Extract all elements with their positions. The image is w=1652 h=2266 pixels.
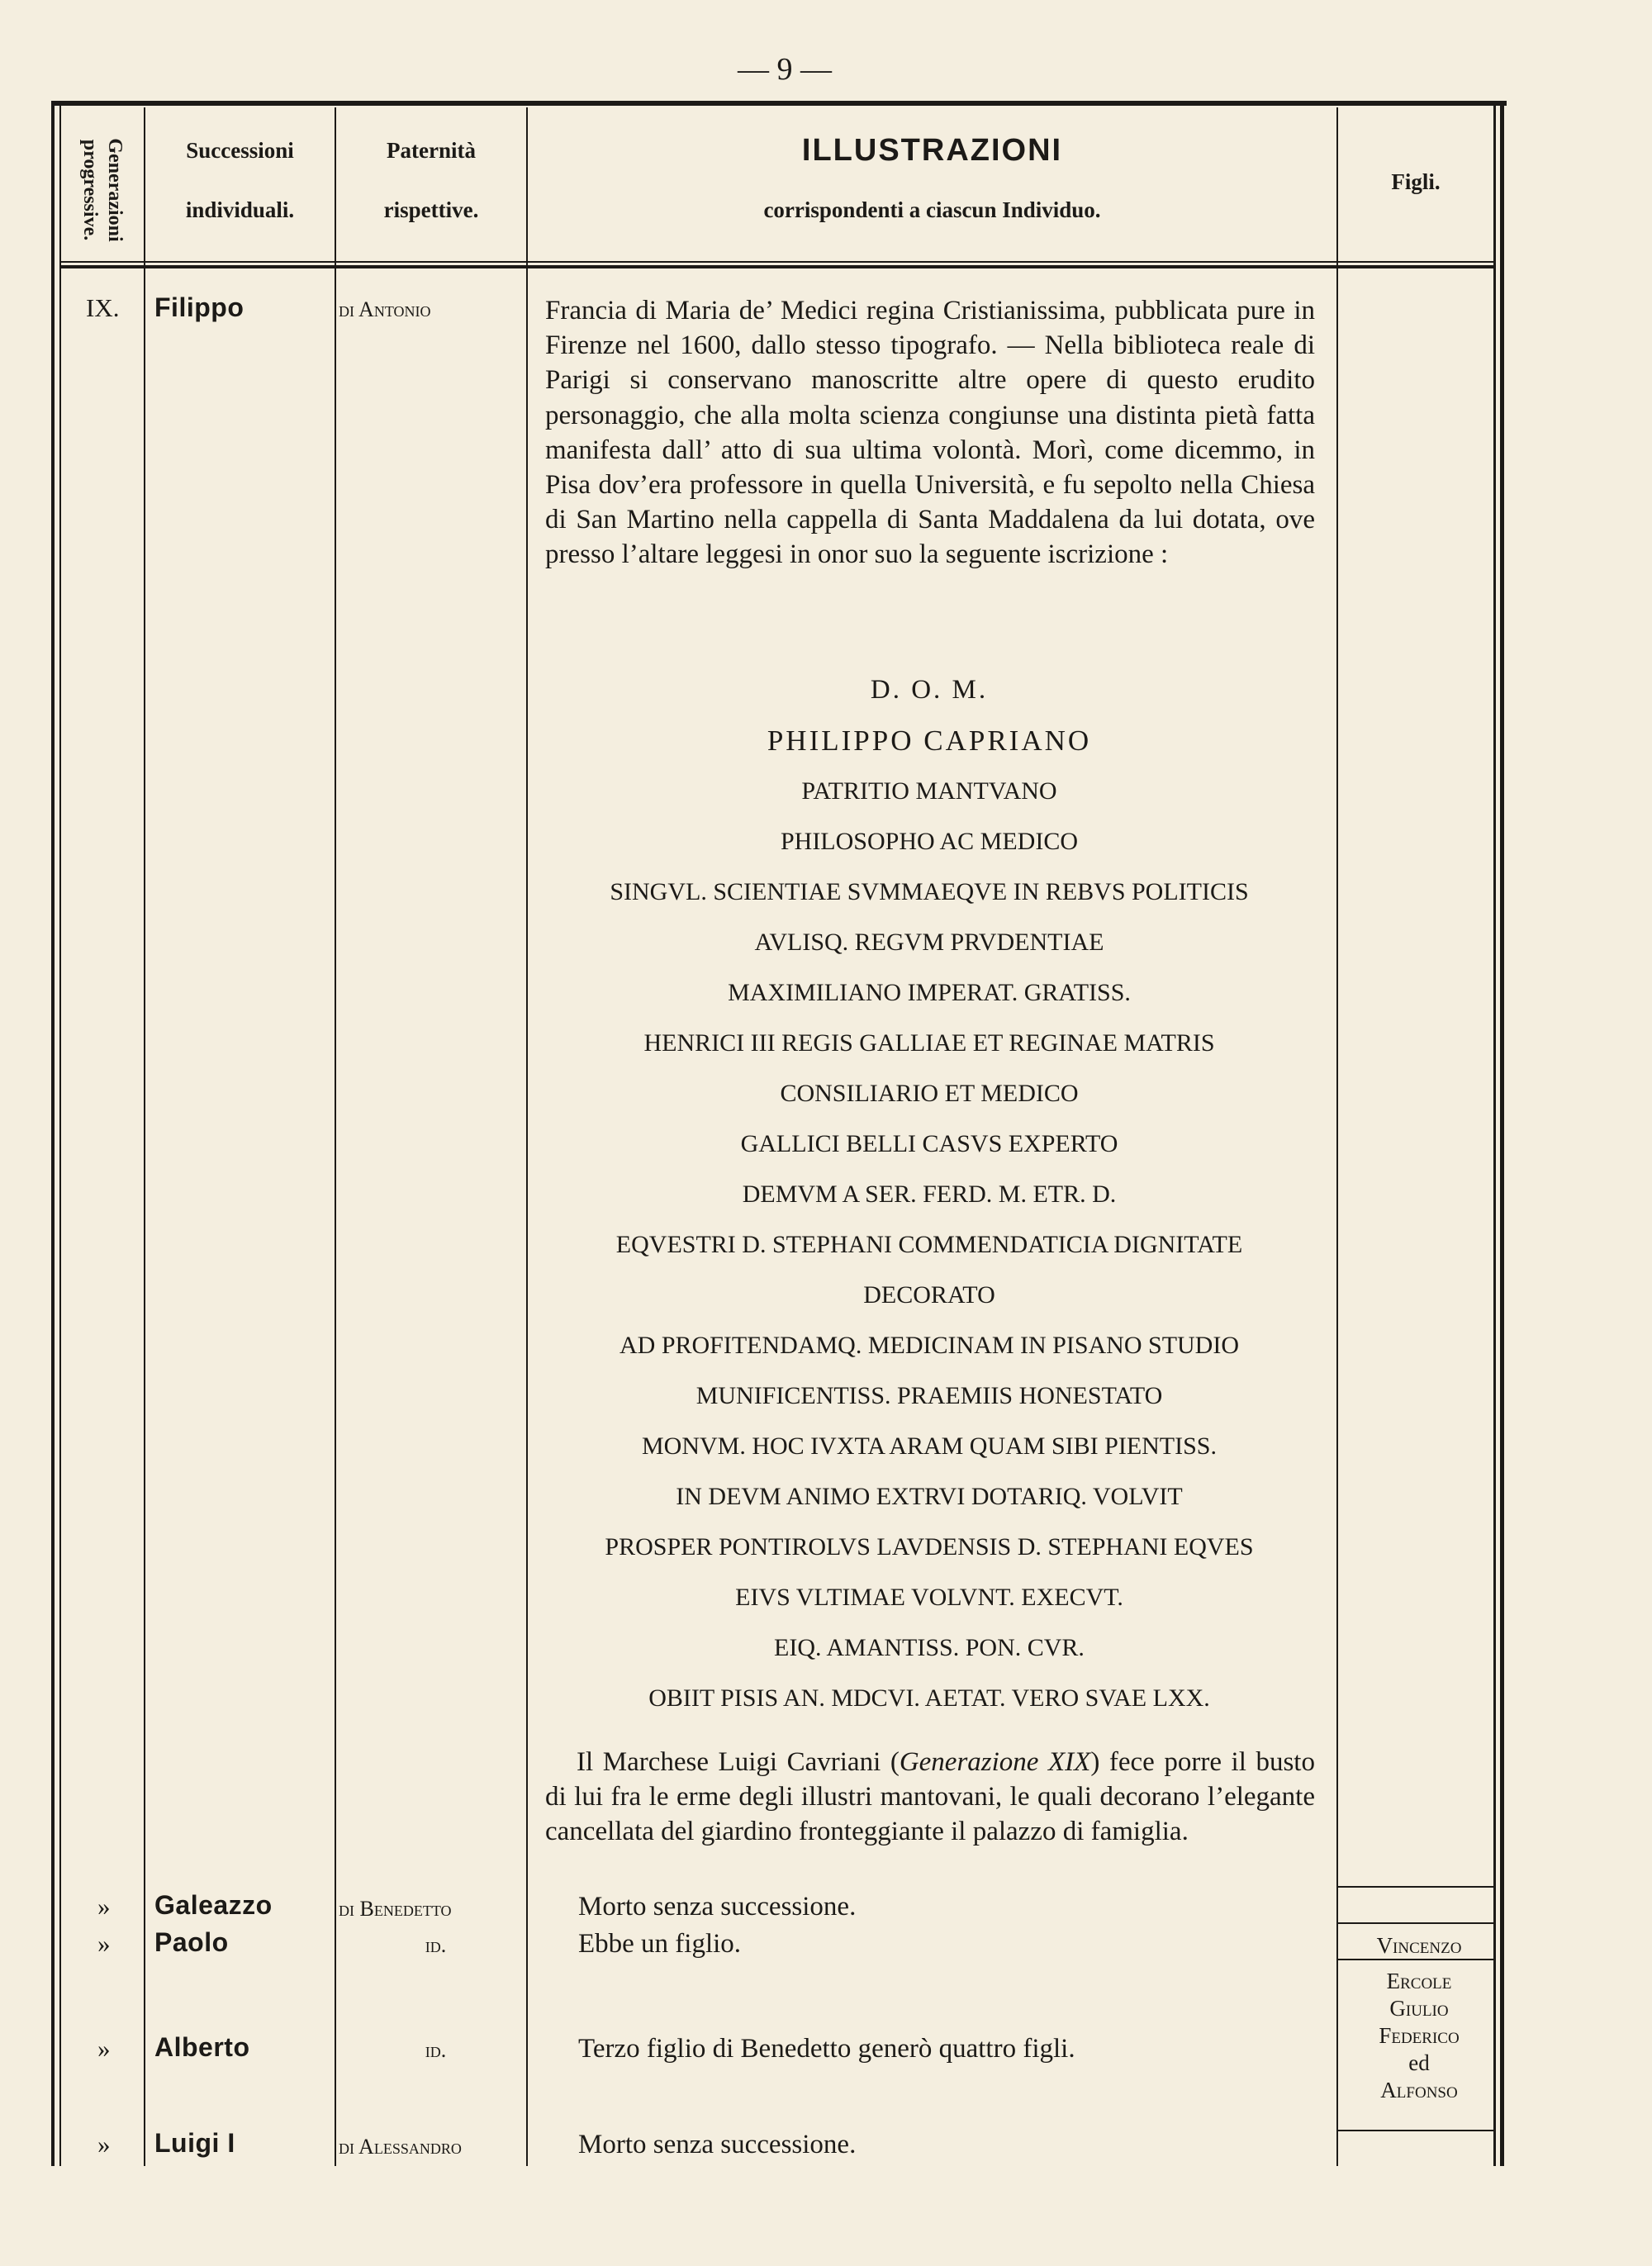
inscription-line: PATRITIO MANTVANO [801, 777, 1057, 805]
illustration-paragraph-1: Francia di Maria de’ Medici regina Cristianissima, pubblicata pure in Firenze nel 1600, dallo stesso tipografo. — Nella biblioteca reale di Parigi si conservano manoscritte altre opere di questo erudito personaggio, che alla molta scienza congiunse una distinta pietà fatta manifesta dall’ atto di sua ultima volontà. Morì, come dicemmo, in Pisa dov’era professore in quella Università, e fu sepolto nella Chiesa di San Martino nella cappella di Santa Maddalena da lui dotata, ove presso l’altare leggesi in onor suo la seguente iscrizione : [545, 296, 1315, 570]
header-illustrazioni [528, 121, 1336, 240]
inscription-line: DECORATO [863, 1281, 995, 1309]
entry-luigi-generation: » [97, 2130, 111, 2159]
paragraph-2-generation-ref: Generazione XIX [899, 1747, 1091, 1777]
inscription-line: DEMVM A SER. FERD. M. ETR. D. [742, 1181, 1117, 1208]
column-divider-illustrazioni [1336, 107, 1338, 2166]
inscription-line: PHILIPPO CAPRIANO [767, 724, 1092, 757]
page-number: — 9 — [738, 52, 832, 87]
header-generazioni [63, 124, 142, 256]
paragraph-2-start: Il Marchese Luigi Cavriani ( [577, 1747, 900, 1777]
entry-galeazzo-name: Galeazzo [154, 1890, 273, 1920]
table-right-rule-inner [1493, 101, 1496, 2166]
table-left-rule-outer [51, 101, 55, 2166]
table-top-rule [51, 101, 1507, 106]
inscription-line: MAXIMILIANO IMPERAT. GRATISS. [728, 979, 1131, 1006]
inscription-line: CONSILIARIO ET MEDICO [780, 1080, 1079, 1107]
figli-paolo: Vincenzo [1376, 1933, 1462, 1958]
entry-luigi-name: Luigi I [154, 2128, 235, 2158]
inscription-line: AD PROFITENDAMQ. MEDICINAM IN PISANO STUDIO [619, 1332, 1239, 1359]
figli-rule-1 [1336, 1886, 1493, 1888]
entry-filippo-name: Filippo [154, 292, 244, 322]
inscription-line: PROSPER PONTIROLVS LAVDENSIS D. STEPHANI EQVES [605, 1533, 1254, 1561]
figli-rule-2 [1336, 1922, 1493, 1924]
entry-filippo-paternity: di Antonio [339, 297, 431, 321]
column-divider-paternita [526, 107, 528, 2166]
entry-galeazzo-generation: » [97, 1892, 111, 1921]
inscription-line: MUNIFICENTISS. PRAEMIIS HONESTATO [695, 1382, 1163, 1409]
entry-alberto-note: Terzo figlio di Benedetto generò quattro figli. [578, 2034, 1075, 2064]
header-figli: Figli. [1391, 169, 1441, 194]
figli-alberto-item: Federico [1379, 2023, 1460, 2048]
header-rule-bottom [61, 265, 1494, 268]
figli-alberto-item: Giulio [1389, 1996, 1449, 2021]
entry-galeazzo-note: Morto senza successione. [578, 1892, 857, 1922]
inscription-line: IN DEVM ANIMO EXTRVI DOTARIQ. VOLVIT [676, 1483, 1183, 1510]
figli-alberto [1342, 1968, 1496, 2104]
inscription-line: MONVM. HOC IVXTA ARAM QUAM SIBI PIENTISS. [642, 1432, 1217, 1460]
entry-paolo-note: Ebbe un figlio. [578, 1929, 742, 1959]
header-generazioni-text: Generazioni progressive. [79, 138, 126, 242]
inscription-line: AVLISQ. REGVM PRVDENTIAE [754, 929, 1104, 956]
paragraph-2-end: ) fece porre il busto di lui fra le erme degli illustri mantovani, le quali decorano l’elegante cancellata del giardino fronteggiante il palazzo di famiglia. [545, 1747, 1315, 1847]
column-divider-generazioni [144, 107, 145, 2166]
inscription-line: HENRICI III REGIS GALLIAE ET REGINAE MATRIS [643, 1029, 1215, 1057]
entry-paolo-name: Paolo [154, 1927, 229, 1957]
header-paternita [336, 121, 526, 240]
entry-alberto-name: Alberto [154, 2032, 250, 2062]
epitaph-inscription [533, 665, 1326, 1723]
header-successioni-line2: individuali. [185, 197, 295, 222]
entry-alberto-paternity: id. [425, 2038, 447, 2062]
column-divider-successioni [335, 107, 336, 2166]
header-rule-top [61, 261, 1494, 263]
figli-rule-4 [1336, 2130, 1493, 2131]
inscription-line: SINGVL. SCIENTIAE SVMMAEQVE IN REBVS POLITICIS [610, 878, 1249, 905]
figli-alberto-item: Ercole [1386, 1969, 1452, 1993]
inscription-line: EIQ. AMANTISS. PON. CVR. [774, 1634, 1085, 1661]
entry-galeazzo-paternity: di Benedetto [339, 1897, 452, 1921]
entry-paolo-paternity: id. [425, 1933, 447, 1957]
header-illustrazioni-title: ILLUSTRAZIONI [801, 133, 1063, 168]
table-right-rule-outer [1500, 101, 1504, 2166]
inscription-line: EQVESTRI D. STEPHANI COMMENDATICIA DIGNITATE [615, 1231, 1243, 1258]
header-successioni-line1: Successioni [186, 138, 294, 163]
header-successioni [145, 121, 335, 240]
entry-alberto-generation: » [97, 2034, 111, 2063]
figli-alberto-item: ed [1408, 2050, 1430, 2075]
inscription-line: GALLICI BELLI CASVS EXPERTO [740, 1130, 1118, 1157]
entry-luigi-paternity: di Alessandro [339, 2135, 462, 2159]
entry-filippo-generation: IX. [86, 293, 120, 322]
table-left-rule-inner [59, 101, 61, 2166]
inscription-line: PHILOSOPHO AC MEDICO [780, 828, 1079, 855]
illustration-paragraph-2 [545, 1745, 1315, 1850]
inscription-line: EIVS VLTIMAE VOLVNT. EXECVT. [735, 1584, 1123, 1611]
entry-luigi-note: Morto senza successione. [578, 2130, 857, 2159]
entry-paolo-generation: » [97, 1929, 111, 1958]
figli-alberto-item: Alfonso [1380, 2078, 1458, 2102]
header-paternita-line2: rispettive. [383, 197, 479, 222]
header-paternita-line1: Paternità [387, 138, 476, 163]
inscription-line: D. O. M. [870, 675, 989, 705]
header-illustrazioni-subtitle: corrispondenti a ciascun Individuo. [763, 197, 1101, 222]
inscription-line: OBIIT PISIS AN. MDCVI. AETAT. VERO SVAE LXX. [648, 1684, 1210, 1712]
